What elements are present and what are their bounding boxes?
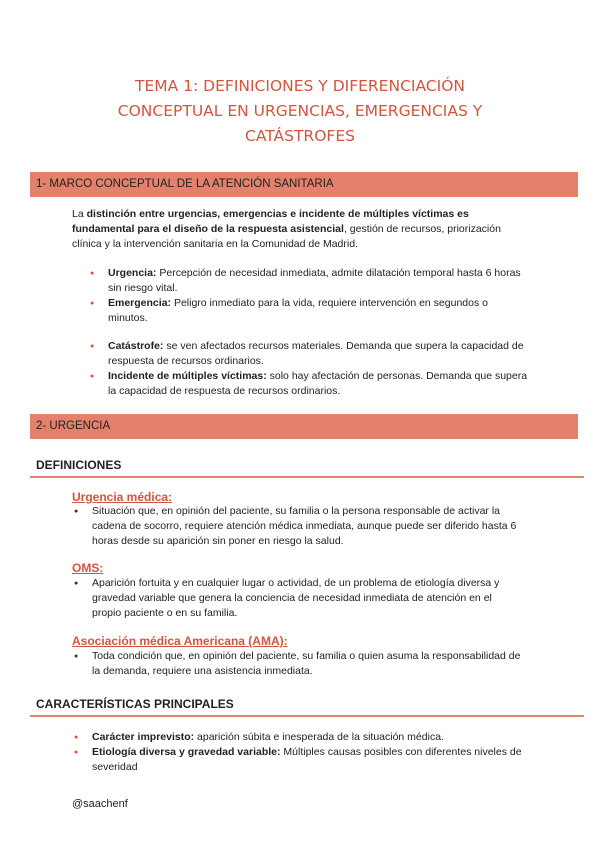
title-line-2: CONCEPTUAL EN URGENCIAS, EMERGENCIAS Y bbox=[117, 102, 483, 120]
intro-paragraph bbox=[72, 207, 532, 252]
item-text: aparición súbita e inesperada de la situación médica. bbox=[194, 731, 444, 743]
title-line-1: TEMA 1: DEFINICIONES Y DIFERENCIACIÓN bbox=[135, 77, 465, 95]
definition-list-2 bbox=[72, 576, 522, 621]
list-item bbox=[88, 296, 528, 326]
intro-prefix: La bbox=[72, 208, 87, 220]
document-title bbox=[60, 74, 540, 149]
section-1-header bbox=[30, 172, 578, 197]
list-item: ● Situación que, en opinión del paciente, su familia o la persona responsable de activar la cadena de socorro, requiere atención médica inmediata, aunque puede ser diferido hasta 6 horas desde su aparición sin poner en riesgo la salud. bbox=[72, 504, 522, 549]
list-item bbox=[88, 369, 528, 399]
definition-label-oms: OMS: bbox=[72, 561, 104, 575]
item-term: Etiología diversa y gravedad variable: bbox=[92, 746, 281, 758]
intro-bold: distinción entre urgencias, emergencias e incidente de múltiples víctimas es fundamental para el diseño de la respuesta asistencial bbox=[72, 208, 469, 235]
concepts-list-b bbox=[88, 339, 528, 399]
list-item bbox=[72, 730, 522, 745]
list-item: ● Toda condición que, en opinión del paciente, su familia o quien asuma la responsabilidad de la demanda, requiere una asistencia inmediata. bbox=[72, 649, 522, 679]
intro-rest: , gestión de recursos, priorización clínica y la intervención sanitaria en la Comunidad de Madrid. bbox=[72, 223, 501, 250]
list-item bbox=[88, 339, 528, 369]
concepts-list-a bbox=[88, 266, 528, 326]
item-text: Peligro inmediato para la vida, requiere intervención en segundos o minutos. bbox=[108, 297, 488, 324]
definition-list-1 bbox=[72, 504, 522, 549]
title-line-3: CATÁSTROFES bbox=[245, 127, 355, 145]
item-term: Incidente de múltiples víctimas: bbox=[108, 370, 267, 382]
section-2-heading: 2- URGENCIA bbox=[36, 420, 111, 432]
definition-label-ama: Asociación médica Americana (AMA): bbox=[72, 634, 288, 648]
list-item bbox=[88, 266, 528, 296]
list-item bbox=[72, 745, 522, 775]
characteristics-subheading: CARACTERÍSTICAS PRINCIPALES bbox=[30, 697, 584, 717]
definition-list-3 bbox=[72, 649, 522, 679]
item-text: se ven afectados recursos materiales. Demanda que supera la capacidad de respuesta de recursos ordinarios. bbox=[108, 340, 524, 367]
item-text: Percepción de necesidad inmediata, admite dilatación temporal hasta 6 horas sin riesgo vital. bbox=[108, 267, 521, 294]
item-term: Catástrofe: bbox=[108, 340, 164, 352]
item-term: Carácter imprevisto: bbox=[92, 731, 195, 743]
characteristics-list bbox=[72, 730, 522, 775]
section-2-header bbox=[30, 414, 578, 439]
item-term: Urgencia: bbox=[108, 267, 157, 279]
item-text: Múltiples causas posibles con diferentes niveles de severidad bbox=[92, 746, 522, 773]
item-text: solo hay afectación de personas. Demanda que supera la capacidad de respuesta de recursos ordinarios. bbox=[108, 370, 528, 397]
footer-handle: @saachenf bbox=[72, 798, 128, 810]
list-item: ● Aparición fortuita y en cualquier lugar o actividad, de un problema de etiología diversa y gravedad variable que genera la conciencia de necesidad inmediata de atención en el propio paciente o en su familia. bbox=[72, 576, 522, 621]
item-term: Emergencia: bbox=[108, 297, 172, 309]
section-1-heading: 1- MARCO CONCEPTUAL DE LA ATENCIÓN SANITARIA bbox=[36, 178, 334, 190]
definitions-subheading: DEFINICIONES bbox=[30, 458, 584, 478]
definition-label-urgencia-medica: Urgencia médica: bbox=[72, 490, 173, 504]
